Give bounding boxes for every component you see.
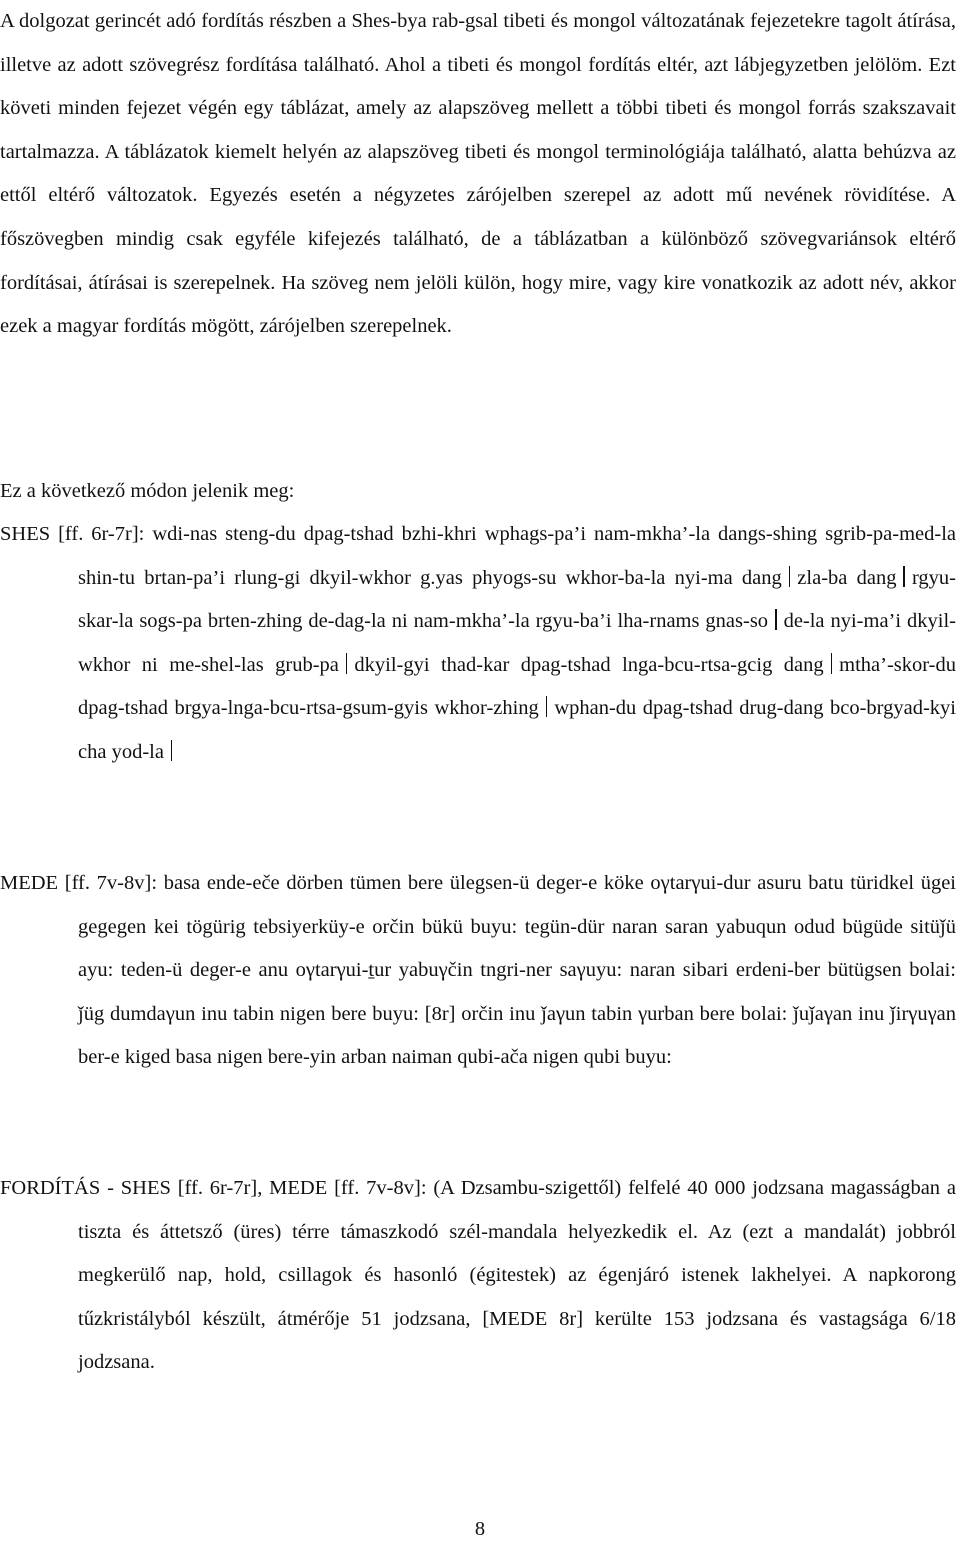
page-number: 8 (474, 1518, 486, 1540)
shes-segment: rgyu-skar-la sogs-pa brten-zhing de-dag-la ni nam-mkha’-la rgyu-ba’i lha-rnams gnas-so (78, 566, 957, 633)
example-lead-line: Ez a következő módon jelenik meg: (0, 480, 295, 502)
shes-segment: wphan-du dpag-tshad drug-dang bco-brgyad-kyi cha yod-la (78, 697, 956, 763)
segment-separator (789, 566, 791, 587)
shes-segment: wdi-nas steng-du dpag-tshad bzhi-khri wphags-pa’i nam-mkha’-la dangs-shing sgrib-pa-med-la shin-tu brtan-pa’i rlung-gi dkyil-wkhor g.yas phyogs-su wkhor-ba-la nyi-ma dang (78, 523, 956, 589)
translation-label: FORDÍTÁS - SHES [ff. 6r-7r], MEDE [ff. 7v-8v]: (0, 1177, 427, 1199)
segment-separator (903, 566, 905, 587)
intro-paragraph: A dolgozat gerincét adó fordítás részben a Shes-bya rab-gsal tibeti és mongol változatának fejezetekre tagolt átírása, illetve az adott szövegrész fordítása található. Ahol a tibeti és mongol fordítás eltér, azt lábjegyzetben jelölöm. Ezt követi minden fejezet végén egy táblázat, amely az alapszöveg mellett a többi tibeti és mongol forrás szakszavait tartalmazza. A táblázatok kiemelt helyén az alapszöveg tibeti és mongol terminológiája található, alatta behúzva az ettől eltérő változatok. Egyezés esetén a négyzetes zárójelben szerepel az adott mű nevének rövidítése. A főszövegben mindig csak egyféle kifejezés található, de a táblázatban a különböző szövegvariánsok eltérő fordításai, átírásai is szerepelnek. Ha szöveg nem jelöli külön, hogy mire, vagy kire vonatkozik az adott név, akkor ezek a magyar fordítás mögött, zárójelben szerepelnek. (0, 10, 956, 338)
shes-segment: dkyil-gyi thad-kar dpag-tshad lnga-bcu-rtsa-gcig dang (354, 653, 824, 676)
shes-segment: de-la nyi-ma’i dkyil-wkhor ni me-shel-las grub-pa (78, 610, 956, 676)
shes-segment: mtha’-skor-du dpag-tshad brgya-lnga-bcu-rtsa-gsum-gyis wkhor-zhing (78, 653, 956, 720)
segment-separator (546, 696, 548, 717)
segment-separator (831, 653, 833, 674)
mede-label: MEDE [ff. 7v-8v]: (0, 872, 158, 894)
shes-entry (0, 513, 956, 775)
segment-separator (775, 609, 777, 630)
shes-label: SHES [ff. 6r-7r]: (0, 523, 145, 545)
segment-separator (171, 740, 173, 761)
translation-text: (A Dzsambu-szigettől) felfelé 40 000 jodzsana magasságban a tiszta és áttetsző (üres) térre támaszkodó szél-mandala helyezkedik el. Az (ezt a mandalát) jobbról megkerülő nap, hold, csillagok és hasonló (égitestek) az égenjáró istenek lakhelyei. A napkorong tűzkristályból készült, átmérője 51 jodzsana, [MEDE 8r] kerülte 153 jodzsana és vastagsága 6/18 jodzsana. (78, 1177, 957, 1374)
mede-entry (0, 862, 956, 1080)
segment-separator (346, 653, 348, 674)
translation-entry (0, 1167, 956, 1385)
mede-text: basa ende-eče dörben tümen bere ülegsen-ü deger-e köke oγtarγui-dur asuru batu türidkel ügei gegegen kei tögürig tebsiyerküy-e orčin bükü buyu: tegün-dür naran saran yabuqun odud bügüde sitüǰü ayu: teden-ü deger-e anu oγtarγui-t̠ur yabuγčin tngri-ner saγuyu: naran sibari erdeni-ber bütügsen bolai: ǰüg dumdaγun inu tabin nigen bere buyu: [8r] orčin inu ǰaγun tabin γurban bere bolai: ǰuǰaγan inu ǰirγuγan ber-e kiged basa nigen bere-yin arban naiman qubi-ača nigen qubi buyu: (78, 872, 956, 1069)
shes-segment: zla-ba dang (797, 566, 897, 589)
